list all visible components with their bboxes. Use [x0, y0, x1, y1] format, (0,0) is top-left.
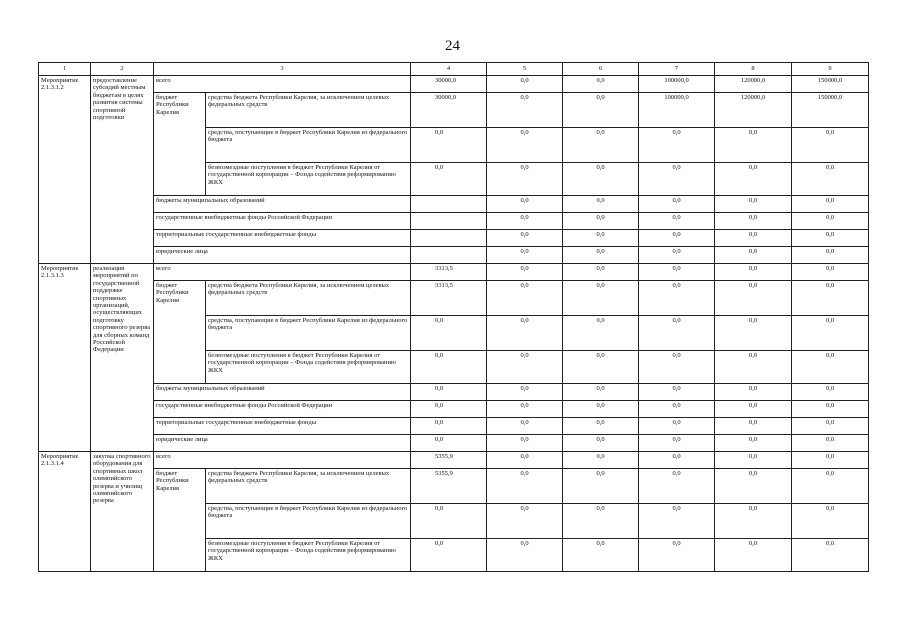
- value-cell: 0,0: [563, 452, 639, 469]
- table-row: [39, 196, 869, 213]
- value-cell: 0,0: [639, 401, 715, 418]
- table-row: [39, 230, 869, 247]
- column-header: 5: [487, 63, 563, 76]
- funding-source: государственные внебюджетные фонды Российской Федерации: [154, 401, 411, 418]
- value-cell: 0,0: [563, 401, 639, 418]
- value-cell: 0,0: [487, 351, 563, 384]
- funding-source: бюджеты муниципальных образований: [154, 384, 411, 401]
- table-row: [39, 247, 869, 264]
- value-cell: 0,0: [487, 247, 563, 264]
- value-cell: 3313,5: [411, 281, 487, 316]
- value-cell: [411, 213, 487, 230]
- value-cell: 0,0: [792, 452, 869, 469]
- column-header: 2: [91, 63, 154, 76]
- value-cell: 0,0: [563, 247, 639, 264]
- value-cell: 0,0: [487, 93, 563, 128]
- value-cell: 0,0: [715, 230, 792, 247]
- value-cell: 0,0: [563, 418, 639, 435]
- value-cell: 0,0: [639, 213, 715, 230]
- value-cell: 0,0: [563, 351, 639, 384]
- value-cell: 0,0: [792, 316, 869, 351]
- value-cell: 0,0: [563, 384, 639, 401]
- value-cell: 0,0: [487, 418, 563, 435]
- value-cell: 0,0: [487, 435, 563, 452]
- budget-table: [38, 62, 869, 572]
- value-cell: 0,0: [792, 247, 869, 264]
- value-cell: 0,0: [563, 281, 639, 316]
- table-row: [39, 452, 869, 469]
- funding-source: средства бюджета Республики Карелия, за исключением целевых федеральных средств: [206, 281, 411, 316]
- value-cell: 0,0: [715, 452, 792, 469]
- value-cell: 0,0: [487, 230, 563, 247]
- measure-code: Мероприятие 2.1.3.1.3: [39, 264, 91, 452]
- value-cell: 0,0: [563, 163, 639, 196]
- value-cell: 150000,0: [792, 93, 869, 128]
- funding-source: средства, поступающие в бюджет Республики Карелия из федерального бюджета: [206, 504, 411, 539]
- value-cell: 0,0: [715, 196, 792, 213]
- value-cell: 0,0: [639, 539, 715, 572]
- value-cell: 0,0: [792, 435, 869, 452]
- value-cell: [411, 247, 487, 264]
- measure-code: Мероприятие 2.1.3.1.4: [39, 452, 91, 572]
- value-cell: 0,0: [792, 281, 869, 316]
- funding-source: безвозмездные поступления в бюджет Республики Карелия от государственной корпорации – Фонда содействия реформированию ЖКХ: [206, 539, 411, 572]
- table-row: [39, 213, 869, 230]
- value-cell: 0,0: [487, 281, 563, 316]
- value-cell: 0,0: [487, 76, 563, 93]
- table-row: [39, 281, 869, 316]
- value-cell: 0,0: [715, 163, 792, 196]
- value-cell: 0,0: [792, 264, 869, 281]
- table-row: [39, 418, 869, 435]
- table-row: [39, 469, 869, 504]
- value-cell: 0,0: [487, 504, 563, 539]
- value-cell: 0,0: [715, 316, 792, 351]
- budget-label: бюджет Республики Карелия: [154, 281, 206, 384]
- value-cell: 0,0: [715, 264, 792, 281]
- value-cell: 0,0: [563, 128, 639, 163]
- value-cell: 0,0: [563, 264, 639, 281]
- value-cell: 0,0: [563, 539, 639, 572]
- column-header: 1: [39, 63, 91, 76]
- value-cell: [411, 196, 487, 213]
- value-cell: 0,0: [639, 196, 715, 213]
- value-cell: 0,0: [792, 469, 869, 504]
- value-cell: 0,0: [639, 504, 715, 539]
- value-cell: 0,0: [792, 504, 869, 539]
- value-cell: 0,0: [792, 213, 869, 230]
- funding-source: средства бюджета Республики Карелия, за исключением целевых федеральных средств: [206, 469, 411, 504]
- page-number: 24: [445, 38, 460, 54]
- table-row: [39, 93, 869, 128]
- value-cell: 0,0: [563, 213, 639, 230]
- value-cell: 0,0: [411, 418, 487, 435]
- value-cell: 120000,0: [715, 76, 792, 93]
- value-cell: 0,0: [487, 163, 563, 196]
- value-cell: 0,0: [411, 401, 487, 418]
- value-cell: 0,0: [487, 316, 563, 351]
- value-cell: 0,0: [792, 196, 869, 213]
- value-cell: [411, 230, 487, 247]
- funding-source: безвозмездные поступления в бюджет Республики Карелия от государственной корпорации – Фонда содействия реформированию ЖКХ: [206, 351, 411, 384]
- funding-source: всего: [154, 264, 411, 281]
- funding-source: юридические лица: [154, 247, 411, 264]
- table-row: [39, 76, 869, 93]
- value-cell: 30000,0: [411, 76, 487, 93]
- funding-source: безвозмездные поступления в бюджет Республики Карелия от государственной корпорации – Фонда содействия реформированию ЖКХ: [206, 163, 411, 196]
- value-cell: 3313,5: [411, 264, 487, 281]
- value-cell: 0,0: [639, 418, 715, 435]
- value-cell: 0,0: [487, 452, 563, 469]
- value-cell: 0,0: [563, 196, 639, 213]
- column-header: 8: [715, 63, 792, 76]
- value-cell: 0,0: [639, 264, 715, 281]
- value-cell: 0,0: [715, 247, 792, 264]
- value-cell: 0,0: [411, 384, 487, 401]
- funding-source: всего: [154, 76, 411, 93]
- value-cell: 0,0: [792, 230, 869, 247]
- value-cell: 0,0: [411, 128, 487, 163]
- value-cell: 100000,0: [639, 93, 715, 128]
- value-cell: 0,0: [639, 281, 715, 316]
- value-cell: 0,0: [792, 163, 869, 196]
- table-row: [39, 264, 869, 281]
- value-cell: 0,0: [715, 281, 792, 316]
- value-cell: 0,0: [715, 401, 792, 418]
- value-cell: 30000,0: [411, 93, 487, 128]
- column-header: 3: [154, 63, 411, 76]
- budget-label: бюджет Республики Карелия: [154, 93, 206, 196]
- table-row: [39, 435, 869, 452]
- value-cell: 0,0: [715, 504, 792, 539]
- value-cell: 0,0: [792, 351, 869, 384]
- value-cell: 0,0: [487, 539, 563, 572]
- funding-source: государственные внебюджетные фонды Российской Федерации: [154, 213, 411, 230]
- value-cell: 100000,0: [639, 76, 715, 93]
- funding-source: юридические лица: [154, 435, 411, 452]
- value-cell: 0,0: [715, 469, 792, 504]
- value-cell: 0,0: [715, 128, 792, 163]
- value-cell: 0,0: [563, 93, 639, 128]
- value-cell: 0,0: [563, 230, 639, 247]
- measure-name: реализация мероприятий по государственной поддержке спортивных организаций, осуществляющих подготовку спортивного резерва для сборных команд Российской Федерации: [91, 264, 154, 452]
- value-cell: 0,0: [792, 418, 869, 435]
- value-cell: 0,0: [639, 452, 715, 469]
- value-cell: 0,0: [411, 163, 487, 196]
- funding-source: территориальные государственные внебюджетные фонды: [154, 230, 411, 247]
- value-cell: 0,0: [563, 504, 639, 539]
- value-cell: 0,0: [487, 128, 563, 163]
- value-cell: 0,0: [639, 230, 715, 247]
- value-cell: 120000,0: [715, 93, 792, 128]
- column-header: 7: [639, 63, 715, 76]
- column-header: 9: [792, 63, 869, 76]
- value-cell: 0,0: [487, 401, 563, 418]
- value-cell: 0,0: [411, 539, 487, 572]
- funding-source: всего: [154, 452, 411, 469]
- measure-name: закупка спортивного оборудования для спортивных школ олимпийского резерва и училищ олимпийского резерва: [91, 452, 154, 572]
- value-cell: 0,0: [487, 213, 563, 230]
- value-cell: 0,0: [563, 435, 639, 452]
- value-cell: 0,0: [639, 435, 715, 452]
- value-cell: 150000,0: [792, 76, 869, 93]
- value-cell: 0,0: [639, 163, 715, 196]
- value-cell: 0,0: [563, 76, 639, 93]
- value-cell: 0,0: [715, 539, 792, 572]
- funding-source: бюджеты муниципальных образований: [154, 196, 411, 213]
- funding-source: средства, поступающие в бюджет Республики Карелия из федерального бюджета: [206, 316, 411, 351]
- value-cell: 0,0: [715, 213, 792, 230]
- value-cell: 0,0: [411, 435, 487, 452]
- value-cell: 5355,9: [411, 469, 487, 504]
- measure-name: предоставление субсидий местным бюджетам в целях развития системы спортивной подготовки: [91, 76, 154, 264]
- value-cell: 0,0: [639, 247, 715, 264]
- value-cell: 5355,9: [411, 452, 487, 469]
- value-cell: 0,0: [792, 128, 869, 163]
- table-row: [39, 401, 869, 418]
- table-row: [39, 384, 869, 401]
- value-cell: 0,0: [715, 384, 792, 401]
- budget-label: бюджет Республики Карелия: [154, 469, 206, 572]
- value-cell: 0,0: [639, 384, 715, 401]
- value-cell: 0,0: [411, 316, 487, 351]
- value-cell: 0,0: [715, 418, 792, 435]
- value-cell: 0,0: [639, 351, 715, 384]
- column-header: 6: [563, 63, 639, 76]
- value-cell: 0,0: [487, 196, 563, 213]
- funding-source: средства бюджета Республики Карелия, за исключением целевых федеральных средств: [206, 93, 411, 128]
- funding-source: территориальные государственные внебюджетные фонды: [154, 418, 411, 435]
- column-header: 4: [411, 63, 487, 76]
- value-cell: 0,0: [715, 435, 792, 452]
- value-cell: 0,0: [411, 504, 487, 539]
- value-cell: 0,0: [487, 264, 563, 281]
- funding-source: средства, поступающие в бюджет Республики Карелия из федерального бюджета: [206, 128, 411, 163]
- measure-code: Мероприятие 2.1.3.1.2: [39, 76, 91, 264]
- value-cell: 0,0: [563, 316, 639, 351]
- value-cell: 0,0: [487, 384, 563, 401]
- value-cell: 0,0: [639, 128, 715, 163]
- value-cell: 0,0: [639, 316, 715, 351]
- value-cell: 0,0: [639, 469, 715, 504]
- value-cell: 0,0: [792, 384, 869, 401]
- value-cell: 0,0: [792, 539, 869, 572]
- value-cell: 0,0: [715, 351, 792, 384]
- value-cell: 0,0: [792, 401, 869, 418]
- header-row: [39, 63, 869, 76]
- value-cell: 0,0: [563, 469, 639, 504]
- value-cell: 0,0: [487, 469, 563, 504]
- value-cell: 0,0: [411, 351, 487, 384]
